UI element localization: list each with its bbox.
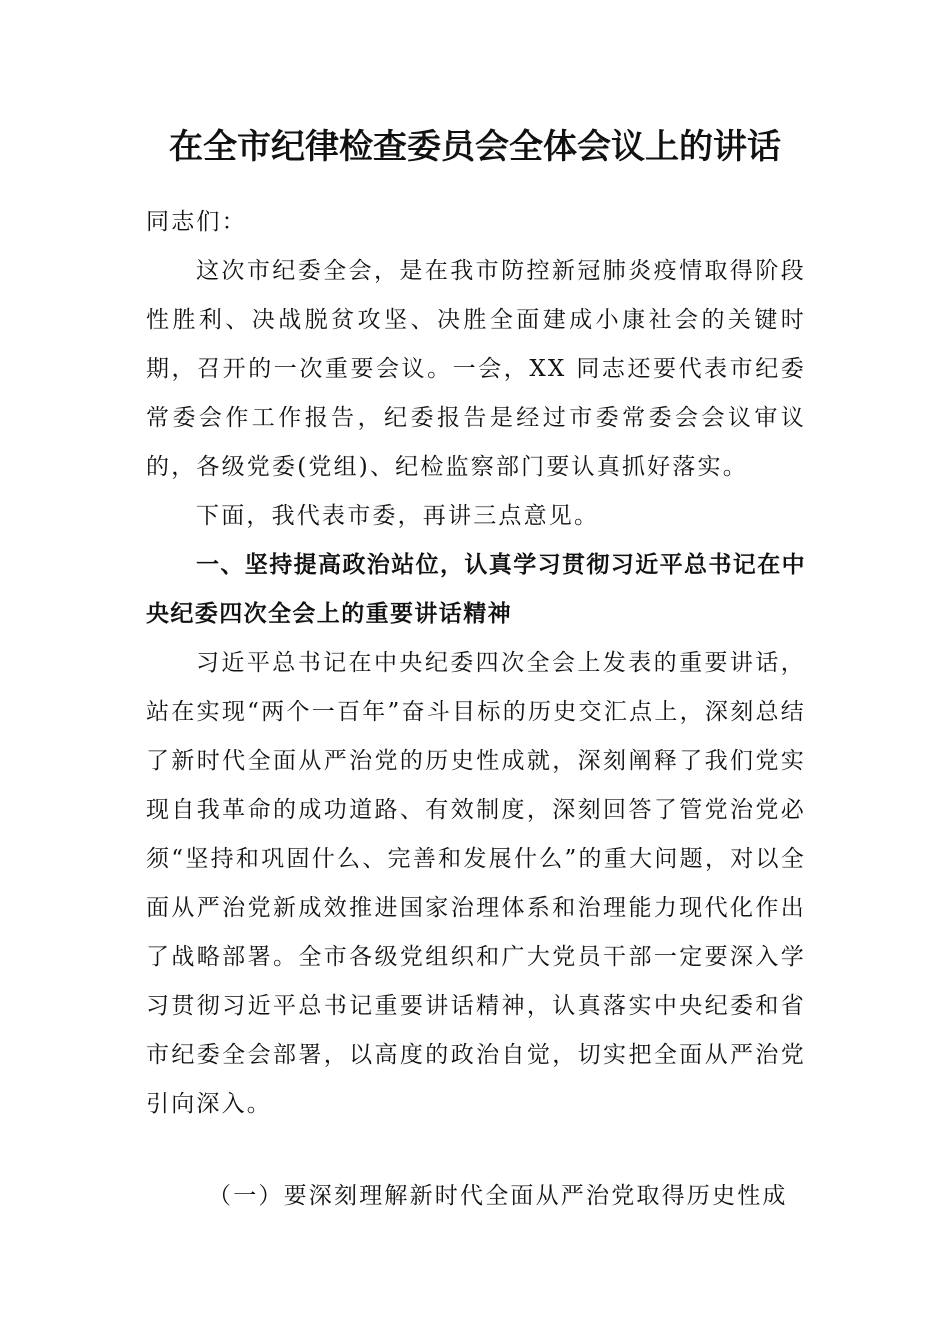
- salutation: 同志们：: [146, 209, 247, 235]
- section-heading: 一、坚持提高政治站位，认真学习贯彻习近平总书记在中央纪委四次全会上的重要讲话精神: [146, 552, 806, 627]
- paragraph-section-body: 习近平总书记在中央纪委四次全会上发表的重要讲话，站在实现“两个一百年”奋斗目标的历史交汇点上，深刻总结了新时代全面从严治党的历史性成就，深刻阐释了我们党实现自我革命的成功道路、有效制度，深刻回答了管党治党必须“坚持和巩固什么、完善和发展什么”的重大问题，对以全面从严治党新成效推进国家治理体系和治理能力现代化作出了战略部署。全市各级党组织和广大党员干部一定要深入学习贯彻习近平总书记重要讲话精神，认真落实中央纪委和省市纪委全会部署，以高度的政治自觉，切实把全面从严治党引向深入。: [146, 650, 806, 1117]
- subsection-heading: （一）要深刻理解新时代全面从严治党取得历史性成: [208, 1183, 788, 1209]
- document-title: 在全市纪律检查委员会全体会议上的讲话: [169, 127, 781, 167]
- paragraph-intro: 这次市纪委全会，是在我市防控新冠肺炎疫情取得阶段性胜利、决战脱贫攻坚、决胜全面建成小康社会的关键时期，召开的一次重要会议。一会，XX 同志还要代表市纪委常委会作工作报告，纪委报告是经过市委常委会会议审议的，各级党委(党组)、纪检监察部门要认真抓好落实。: [146, 258, 806, 480]
- paragraph-transition: 下面，我代表市委，再讲三点意见。: [196, 503, 600, 529]
- document-body: [146, 198, 806, 1129]
